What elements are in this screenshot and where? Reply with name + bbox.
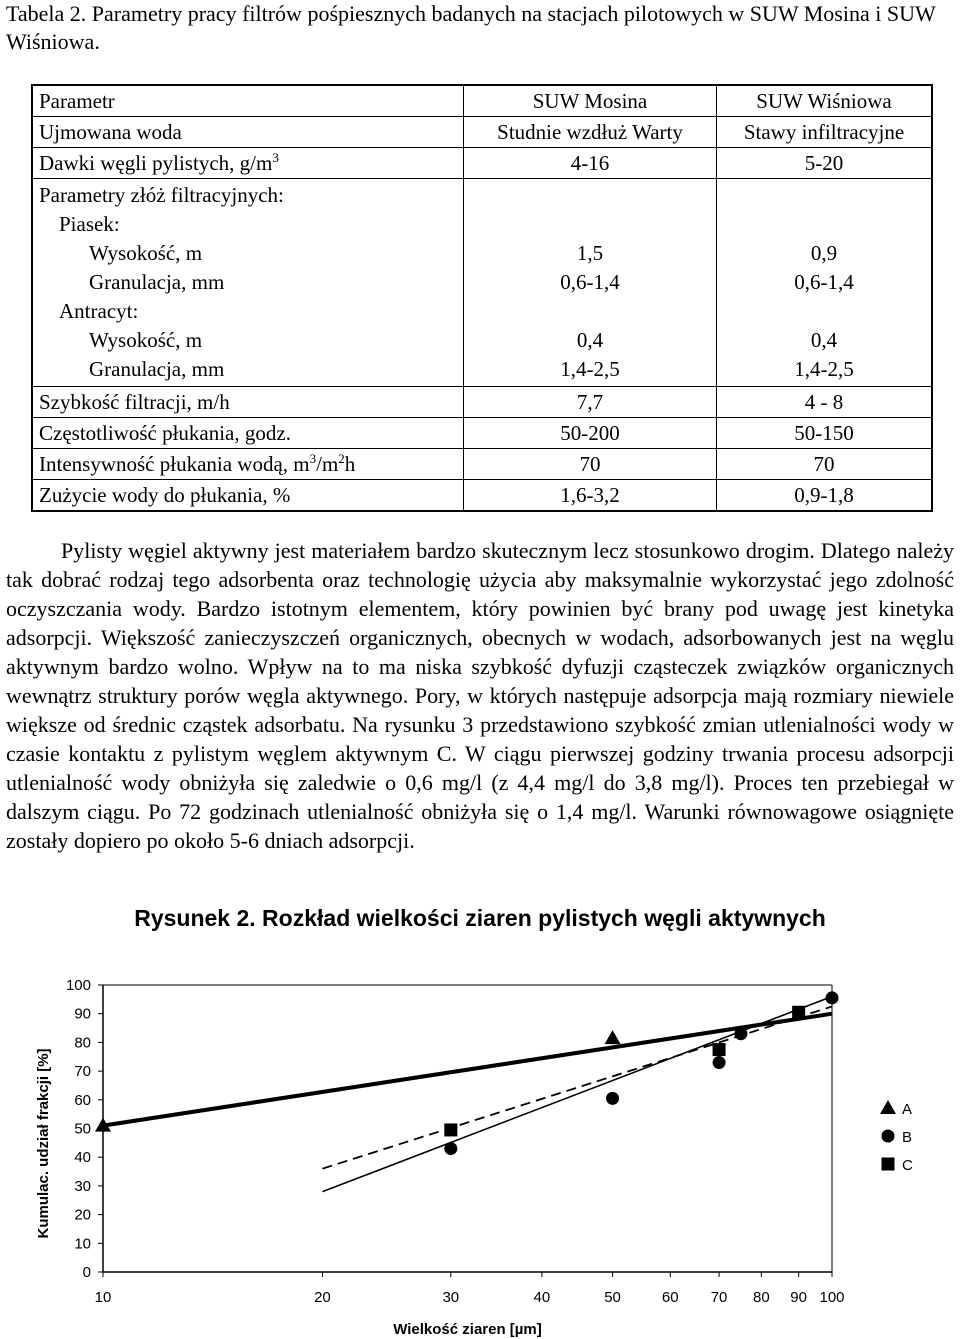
y-tick-label: 90 [74,1005,91,1023]
legend-marker-B [882,1130,895,1143]
x-tick-label: 100 [819,1289,845,1306]
series-line-C [322,1007,832,1169]
cell-wisniowa: 50-150 [717,418,933,449]
data-point-B [734,1027,747,1040]
cell-wisniowa: 0,6-1,4 [794,270,854,294]
beds-labels [32,179,464,387]
x-tick-label: 90 [790,1289,807,1306]
legend-label-C: C [902,1157,913,1174]
cell-wisniowa: 0,4 [810,328,838,352]
cell-mosina: 50-200 [464,418,717,449]
table-row [32,387,932,418]
y-tick-label: 30 [74,1177,91,1195]
anthracite-label: Antracyt: [59,299,139,323]
figure-title: Rysunek 2. Rozkład wielkości ziaren pylistych węgli aktywnych [134,905,826,931]
y-tick-label: 50 [74,1120,91,1138]
x-axis-title: Wielkość ziaren [µm] [393,1321,542,1338]
cell-wisniowa: 4 - 8 [717,387,933,418]
table-header-row [32,85,932,117]
legend-marker-C [882,1158,895,1171]
x-tick-label: 10 [94,1289,112,1306]
series-line-A [103,1014,832,1126]
cell-mosina: 70 [464,449,717,480]
row-label: Szybkość filtracji, m/h [32,387,464,418]
legend-marker-A [880,1100,896,1114]
x-tick-label: 80 [753,1289,770,1306]
data-point-A [605,1030,621,1044]
legend-label-B: B [902,1129,913,1146]
cell-wisniowa: 70 [717,449,933,480]
x-tick-label: 60 [661,1289,679,1306]
row-label: Dawki węgli pylistych, $g/m^3$ [32,148,464,179]
cell-mosina: 1,4-2,5 [560,357,620,381]
y-tick-label: 20 [74,1206,91,1224]
sand-height-label: Wysokość, m [89,241,203,265]
header-mosina: SUW Mosina [464,85,717,117]
beds-wisniowa [717,179,933,387]
cell-mosina: 7,7 [464,387,717,418]
data-point-B [713,1056,726,1069]
row-label: Ujmowana woda [32,117,464,148]
beds-label: Parametry złóż filtracyjnych: [39,183,284,207]
data-point-C [713,1043,726,1056]
y-tick-label: 100 [65,977,91,994]
cell-mosina: 1,5 [576,241,604,265]
y-axis-title: Kumulac. udział frakcji [%] [35,1048,52,1239]
sand-label: Piasek: [59,212,120,236]
table-row [32,148,932,179]
grain-size-chart [0,940,960,1339]
body-paragraph: Pylisty węgiel aktywny jest materiałem bardzo skutecznym lecz stosunkowo drogim. Dlatego należy tak dobrać rodzaj tego adsorbenta oraz technologię użycia aby maksymalnie wykorzystać jego zdolność oczyszczania wody. Bardzo istotnym elementem, który powinien być brany pod uwagę jest kinetyka adsorpcji. Większość zanieczyszczeń organicznych, obecnych w wodach, adsorbowanych jest na węglu aktywnym bardzo wolno. Wpływ na to ma niska szybkość dyfuzji cząsteczek związków organicznych wewnątrz struktury porów węgla aktywnego. Pory, w których następuje adsorpcja mają rozmiary niewiele większe od średnic cząstek adsorbatu. Na rysunku 3 przedstawiono szybkość zmian utlenialności wody w czasie kontaktu z pylistym węglem aktywnym C. W ciągu pierwszej godziny trwania procesu adsorpcji utlenialność wody obniżyła się zaledwie o 0,6 mg/l (z 4,4 mg/l do 3,8 mg/l). Proces ten przebiegał w dalszym ciągu. Po 72 godzinach utlenialność obniżyła się o 1,4 mg/l. Warunki równowagowe osiągnięte zostały dopiero po około 5-6 dniach adsorpcji. [6,538,954,853]
cell-mosina: Studnie wzdłuż Warty [464,117,717,148]
cell-wisniowa: 5-20 [717,148,933,179]
table-row [32,449,932,480]
anthracite-grain-label: Granulacja, mm [89,357,225,381]
y-tick-label: 60 [74,1091,91,1109]
cell-mosina: 4-16 [464,148,717,179]
row-label: Intensywność płukania wodą, $m^3/m^2h$ [32,449,464,480]
cell-mosina: 1,6-3,2 [464,480,717,512]
table-row [32,418,932,449]
superscript: 3 [272,150,279,165]
table-caption: Tabela 2. Parametry pracy filtrów pośpiesznych badanych na stacjach pilotowych w SUW Mosina i SUW Wiśniowa. [6,1,936,54]
cell-wisniowa: Stawy infiltracyjne [717,117,933,148]
row-label: Zużycie wody do płukania, % [32,480,464,512]
data-point-C [792,1006,805,1019]
data-point-B [826,991,839,1004]
header-wisniowa: SUW Wiśniowa [717,85,933,117]
anthracite-height-label: Wysokość, m [89,328,203,352]
table-row [32,480,932,512]
cell-wisniowa: 1,4-2,5 [794,357,854,381]
row-label: Częstotliwość płukania, godz. [32,418,464,449]
series-line-B [322,996,832,1191]
data-point-B [444,1142,457,1155]
x-tick-label: 50 [604,1289,621,1306]
legend-label-A: A [902,1101,913,1118]
x-tick-label: 70 [710,1289,728,1306]
cell-wisniowa: 0,9 [810,241,838,265]
table-row [32,117,932,148]
y-tick-label: 40 [74,1149,91,1167]
x-tick-label: 20 [314,1289,331,1306]
y-tick-label: 0 [82,1264,91,1281]
header-parameter: Parametr [32,85,464,117]
cell-wisniowa: 0,9-1,8 [794,483,854,507]
data-point-B [606,1092,619,1105]
cell-mosina: 0,4 [576,328,604,352]
x-tick-label: 30 [442,1289,460,1306]
table-row-beds [32,179,932,387]
cell-mosina: 0,6-1,4 [560,270,620,294]
parameters-table [31,84,933,512]
sand-grain-label: Granulacja, mm [89,270,225,294]
beds-mosina [464,179,717,387]
y-tick-label: 80 [74,1034,91,1052]
y-tick-label: 10 [74,1235,91,1253]
x-tick-label: 40 [533,1289,551,1306]
y-tick-label: 70 [74,1063,91,1081]
data-point-C [444,1123,457,1136]
